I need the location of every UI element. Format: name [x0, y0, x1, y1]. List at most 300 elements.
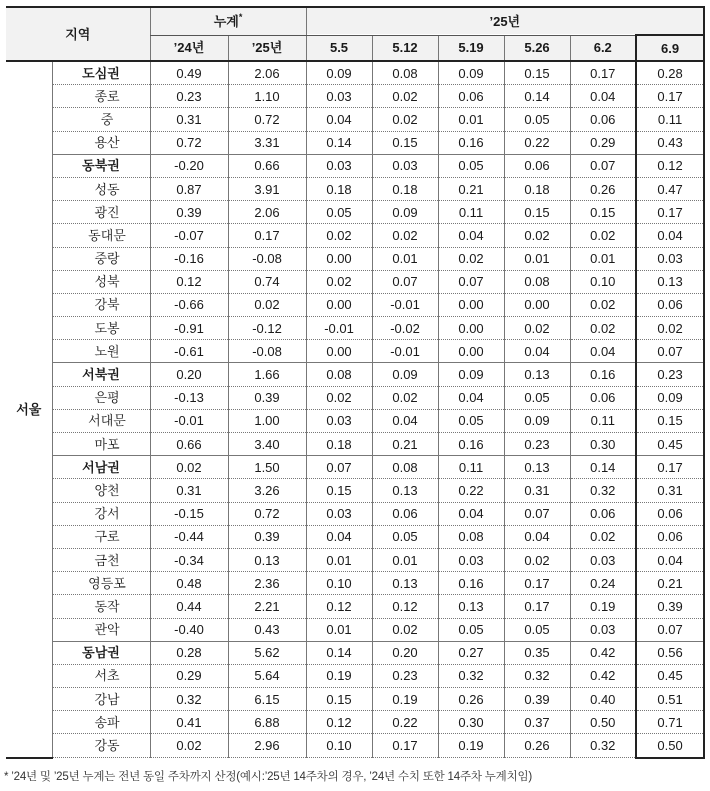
col-header-5-26: 5.26: [504, 35, 570, 61]
area-name: 서남권: [52, 456, 150, 479]
table-row: [6, 386, 704, 409]
region-header: 지역: [6, 7, 150, 61]
table-row: [6, 572, 704, 595]
table-row: [6, 711, 704, 734]
value-cell: 0.07: [504, 502, 570, 525]
district-name: 서대문: [52, 409, 150, 432]
value-cell: 0.17: [570, 61, 636, 85]
value-cell: 0.02: [570, 317, 636, 340]
district-name: 중: [52, 108, 150, 131]
value-cell: 0.15: [504, 201, 570, 224]
value-cell: 0.04: [438, 502, 504, 525]
value-cell: 0.04: [306, 108, 372, 131]
value-cell: 0.66: [150, 433, 228, 456]
value-cell: 0.45: [636, 433, 704, 456]
value-cell: 0.30: [438, 711, 504, 734]
value-cell: 0.14: [306, 641, 372, 664]
value-cell: 0.40: [570, 688, 636, 711]
value-cell: -0.01: [150, 409, 228, 432]
value-cell: 0.18: [504, 177, 570, 200]
footnote: * ’24년 및 ’25년 누계는 전년 동일 주차까지 산정(예시:’25년 14주차의 경우, ’24년 수치 또한 14주차 누계치임): [4, 771, 533, 783]
district-name: 동대문: [52, 224, 150, 247]
district-name: 노원: [52, 340, 150, 363]
value-cell: 0.39: [228, 525, 306, 548]
value-cell: 0.03: [636, 247, 704, 270]
table-row: [6, 85, 704, 108]
value-cell: 0.11: [636, 108, 704, 131]
value-cell: 0.02: [372, 224, 438, 247]
value-cell: 0.07: [372, 270, 438, 293]
value-cell: 0.28: [636, 61, 704, 85]
value-cell: 0.02: [372, 108, 438, 131]
value-cell: -0.08: [228, 247, 306, 270]
district-name: 종로: [52, 85, 150, 108]
value-cell: 0.17: [228, 224, 306, 247]
value-cell: 1.10: [228, 85, 306, 108]
value-cell: 0.29: [570, 131, 636, 154]
value-cell: 0.06: [570, 386, 636, 409]
value-cell: 0.18: [306, 177, 372, 200]
value-cell: 0.12: [372, 595, 438, 618]
value-cell: 0.15: [372, 131, 438, 154]
district-name: 성북: [52, 270, 150, 293]
value-cell: 0.17: [372, 734, 438, 758]
value-cell: 0.16: [438, 433, 504, 456]
value-cell: 0.02: [306, 386, 372, 409]
value-cell: 0.04: [636, 224, 704, 247]
value-cell: 0.03: [306, 502, 372, 525]
value-cell: 0.15: [306, 688, 372, 711]
value-cell: 0.21: [636, 572, 704, 595]
district-name: 송파: [52, 711, 150, 734]
district-name: 강북: [52, 293, 150, 316]
value-cell: 0.09: [438, 61, 504, 85]
table-row: [6, 317, 704, 340]
value-cell: 0.02: [150, 456, 228, 479]
value-cell: 3.31: [228, 131, 306, 154]
value-cell: 0.09: [372, 201, 438, 224]
value-cell: -0.61: [150, 340, 228, 363]
value-cell: 0.16: [438, 572, 504, 595]
table-row: [6, 479, 704, 502]
value-cell: 1.66: [228, 363, 306, 386]
value-cell: 0.07: [636, 618, 704, 641]
value-cell: -0.07: [150, 224, 228, 247]
value-cell: 0.13: [228, 548, 306, 571]
value-cell: 0.31: [150, 108, 228, 131]
district-name: 성동: [52, 177, 150, 200]
area-name: 도심권: [52, 61, 150, 85]
value-cell: 0.17: [504, 572, 570, 595]
value-cell: 0.14: [504, 85, 570, 108]
value-cell: 0.39: [504, 688, 570, 711]
value-cell: 0.03: [570, 618, 636, 641]
value-cell: 0.19: [372, 688, 438, 711]
area-name: 동북권: [52, 154, 150, 177]
value-cell: 0.05: [438, 409, 504, 432]
value-cell: 0.07: [438, 270, 504, 293]
value-cell: -0.02: [372, 317, 438, 340]
value-cell: 0.22: [504, 131, 570, 154]
value-cell: 0.06: [636, 525, 704, 548]
value-cell: 0.02: [306, 224, 372, 247]
value-cell: 0.87: [150, 177, 228, 200]
value-cell: 0.12: [306, 711, 372, 734]
value-cell: 0.03: [438, 548, 504, 571]
district-name: 구로: [52, 525, 150, 548]
value-cell: 0.02: [636, 317, 704, 340]
value-cell: 0.10: [570, 270, 636, 293]
value-cell: 0.09: [504, 409, 570, 432]
value-cell: 0.13: [636, 270, 704, 293]
value-cell: 0.13: [504, 363, 570, 386]
value-cell: 0.11: [438, 201, 504, 224]
table-row: [6, 201, 704, 224]
value-cell: -0.20: [150, 154, 228, 177]
value-cell: 0.32: [570, 734, 636, 758]
value-cell: 0.12: [306, 595, 372, 618]
table-row: [6, 502, 704, 525]
value-cell: 0.35: [504, 641, 570, 664]
value-cell: 0.23: [372, 664, 438, 687]
value-cell: 2.06: [228, 61, 306, 85]
value-cell: 2.21: [228, 595, 306, 618]
value-cell: 0.02: [150, 734, 228, 758]
value-cell: 0.29: [150, 664, 228, 687]
value-cell: 0.72: [228, 502, 306, 525]
value-cell: -0.13: [150, 386, 228, 409]
value-cell: 0.00: [306, 340, 372, 363]
col-header-5-5: 5.5: [306, 35, 372, 61]
value-cell: 0.13: [372, 572, 438, 595]
value-cell: 0.01: [372, 548, 438, 571]
value-cell: 0.06: [636, 293, 704, 316]
value-cell: 0.09: [372, 363, 438, 386]
value-cell: 0.22: [438, 479, 504, 502]
value-cell: 0.04: [372, 409, 438, 432]
table-row: [6, 247, 704, 270]
table-row: [6, 618, 704, 641]
table-body: [6, 61, 704, 758]
value-cell: 0.06: [570, 502, 636, 525]
value-cell: 0.05: [504, 386, 570, 409]
value-cell: 0.08: [306, 363, 372, 386]
value-cell: 2.06: [228, 201, 306, 224]
district-name: 용산: [52, 131, 150, 154]
table-row: [6, 525, 704, 548]
value-cell: 0.17: [636, 456, 704, 479]
value-cell: 0.15: [636, 409, 704, 432]
table-row: [6, 641, 704, 664]
value-cell: 0.07: [636, 340, 704, 363]
value-cell: 0.14: [306, 131, 372, 154]
value-cell: 6.15: [228, 688, 306, 711]
value-cell: 0.03: [306, 154, 372, 177]
table-row: [6, 61, 704, 85]
value-cell: 0.19: [438, 734, 504, 758]
value-cell: -0.01: [372, 340, 438, 363]
value-cell: 0.21: [438, 177, 504, 200]
table-row: [6, 363, 704, 386]
value-cell: 5.64: [228, 664, 306, 687]
value-cell: 0.26: [504, 734, 570, 758]
value-cell: 0.41: [150, 711, 228, 734]
year-2025-header: ’25년: [306, 7, 704, 35]
value-cell: 0.47: [636, 177, 704, 200]
value-cell: 0.04: [438, 386, 504, 409]
value-cell: 0.06: [504, 154, 570, 177]
value-cell: 0.09: [438, 363, 504, 386]
value-cell: 0.44: [150, 595, 228, 618]
value-cell: 0.04: [504, 340, 570, 363]
value-cell: 0.22: [372, 711, 438, 734]
value-cell: 0.04: [570, 340, 636, 363]
value-cell: 0.03: [372, 154, 438, 177]
value-cell: 0.07: [570, 154, 636, 177]
value-cell: 0.13: [372, 479, 438, 502]
district-name: 동작: [52, 595, 150, 618]
value-cell: 0.08: [372, 61, 438, 85]
value-cell: 0.09: [636, 386, 704, 409]
value-cell: 0.20: [150, 363, 228, 386]
value-cell: 0.02: [438, 247, 504, 270]
value-cell: 0.13: [504, 456, 570, 479]
table-row: [6, 131, 704, 154]
value-cell: 3.26: [228, 479, 306, 502]
value-cell: 0.31: [504, 479, 570, 502]
region-cell: 서울: [6, 61, 52, 758]
district-name: 광진: [52, 201, 150, 224]
value-cell: 1.50: [228, 456, 306, 479]
value-cell: 3.40: [228, 433, 306, 456]
value-cell: -0.15: [150, 502, 228, 525]
value-cell: 0.01: [438, 108, 504, 131]
value-cell: 0.02: [306, 270, 372, 293]
value-cell: 0.02: [228, 293, 306, 316]
value-cell: 0.04: [306, 525, 372, 548]
value-cell: 0.16: [570, 363, 636, 386]
table-row: [6, 688, 704, 711]
area-name: 서북권: [52, 363, 150, 386]
value-cell: 0.04: [570, 85, 636, 108]
value-cell: 0.45: [636, 664, 704, 687]
value-cell: 0.04: [438, 224, 504, 247]
district-name: 중랑: [52, 247, 150, 270]
value-cell: 0.05: [306, 201, 372, 224]
table-row: [6, 456, 704, 479]
value-cell: 0.27: [438, 641, 504, 664]
value-cell: 0.72: [228, 108, 306, 131]
value-cell: 0.08: [372, 456, 438, 479]
value-cell: 0.00: [504, 293, 570, 316]
value-cell: 0.00: [438, 293, 504, 316]
col-header-5-19: 5.19: [438, 35, 504, 61]
value-cell: 0.66: [228, 154, 306, 177]
value-cell: 0.12: [150, 270, 228, 293]
value-cell: 0.05: [438, 618, 504, 641]
value-cell: 0.07: [306, 456, 372, 479]
value-cell: -0.01: [372, 293, 438, 316]
value-cell: 0.02: [570, 224, 636, 247]
value-cell: 0.42: [570, 664, 636, 687]
value-cell: 0.43: [228, 618, 306, 641]
value-cell: -0.12: [228, 317, 306, 340]
value-cell: 0.71: [636, 711, 704, 734]
value-cell: 0.23: [150, 85, 228, 108]
value-cell: 0.03: [306, 409, 372, 432]
value-cell: -0.66: [150, 293, 228, 316]
col-header-6-9: 6.9: [636, 35, 704, 61]
value-cell: 0.30: [570, 433, 636, 456]
value-cell: 0.15: [504, 61, 570, 85]
value-cell: 0.04: [504, 525, 570, 548]
value-cell: -0.40: [150, 618, 228, 641]
value-cell: 2.96: [228, 734, 306, 758]
value-cell: 0.08: [504, 270, 570, 293]
value-cell: 0.49: [150, 61, 228, 85]
value-cell: 0.51: [636, 688, 704, 711]
price-table-container: [6, 6, 704, 759]
value-cell: 0.03: [570, 548, 636, 571]
value-cell: 0.02: [570, 525, 636, 548]
value-cell: 0.05: [438, 154, 504, 177]
value-cell: 0.15: [570, 201, 636, 224]
value-cell: 0.14: [570, 456, 636, 479]
value-cell: 0.05: [504, 108, 570, 131]
value-cell: 0.26: [438, 688, 504, 711]
value-cell: 0.11: [570, 409, 636, 432]
value-cell: 3.91: [228, 177, 306, 200]
table-row: [6, 734, 704, 758]
value-cell: 0.01: [570, 247, 636, 270]
value-cell: 0.19: [570, 595, 636, 618]
district-name: 금천: [52, 548, 150, 571]
value-cell: 0.00: [306, 293, 372, 316]
value-cell: -0.01: [306, 317, 372, 340]
value-cell: 0.06: [636, 502, 704, 525]
value-cell: 0.18: [306, 433, 372, 456]
value-cell: 0.43: [636, 131, 704, 154]
value-cell: -0.34: [150, 548, 228, 571]
value-cell: 0.31: [150, 479, 228, 502]
district-name: 서초: [52, 664, 150, 687]
value-cell: 0.12: [636, 154, 704, 177]
value-cell: 0.00: [306, 247, 372, 270]
value-cell: 0.17: [504, 595, 570, 618]
value-cell: 0.50: [570, 711, 636, 734]
value-cell: 0.16: [438, 131, 504, 154]
value-cell: 0.39: [150, 201, 228, 224]
value-cell: 0.37: [504, 711, 570, 734]
value-cell: 0.06: [438, 85, 504, 108]
value-cell: 0.23: [504, 433, 570, 456]
value-cell: 0.17: [636, 85, 704, 108]
value-cell: 0.02: [372, 85, 438, 108]
cumulative-footnote-mark: *: [238, 11, 243, 22]
value-cell: 0.01: [306, 548, 372, 571]
value-cell: 0.00: [438, 317, 504, 340]
value-cell: 0.42: [570, 641, 636, 664]
table-row: [6, 340, 704, 363]
value-cell: 0.01: [306, 618, 372, 641]
value-cell: 2.36: [228, 572, 306, 595]
table-row: [6, 293, 704, 316]
value-cell: 0.17: [636, 201, 704, 224]
value-cell: 0.20: [372, 641, 438, 664]
value-cell: 0.04: [636, 548, 704, 571]
table-row: [6, 224, 704, 247]
value-cell: 0.13: [438, 595, 504, 618]
value-cell: 0.05: [372, 525, 438, 548]
value-cell: 0.39: [228, 386, 306, 409]
value-cell: 0.01: [504, 247, 570, 270]
table-row: [6, 433, 704, 456]
col-header-2025: ’25년: [228, 35, 306, 61]
value-cell: 0.21: [372, 433, 438, 456]
value-cell: 0.10: [306, 572, 372, 595]
value-cell: 0.02: [570, 293, 636, 316]
value-cell: 0.02: [372, 618, 438, 641]
value-cell: 0.11: [438, 456, 504, 479]
value-cell: 0.39: [636, 595, 704, 618]
value-cell: 0.10: [306, 734, 372, 758]
value-cell: -0.08: [228, 340, 306, 363]
value-cell: 0.31: [636, 479, 704, 502]
district-name: 강서: [52, 502, 150, 525]
value-cell: 0.23: [636, 363, 704, 386]
value-cell: 0.06: [570, 108, 636, 131]
cumulative-label: 누계: [213, 13, 239, 29]
value-cell: 0.00: [438, 340, 504, 363]
value-cell: 0.32: [570, 479, 636, 502]
value-cell: 0.09: [306, 61, 372, 85]
col-header-5-12: 5.12: [372, 35, 438, 61]
value-cell: 0.32: [504, 664, 570, 687]
value-cell: -0.91: [150, 317, 228, 340]
table-row: [6, 595, 704, 618]
table-row: [6, 270, 704, 293]
value-cell: 0.72: [150, 131, 228, 154]
value-cell: 0.26: [570, 177, 636, 200]
weekly-price-change-table: [6, 6, 705, 759]
table-row: [6, 548, 704, 571]
value-cell: 0.05: [504, 618, 570, 641]
value-cell: -0.44: [150, 525, 228, 548]
table-row: [6, 409, 704, 432]
value-cell: 0.03: [306, 85, 372, 108]
district-name: 강남: [52, 688, 150, 711]
value-cell: 0.02: [504, 224, 570, 247]
district-name: 은평: [52, 386, 150, 409]
value-cell: 0.19: [306, 664, 372, 687]
value-cell: 0.06: [372, 502, 438, 525]
district-name: 영등포: [52, 572, 150, 595]
district-name: 관악: [52, 618, 150, 641]
district-name: 양천: [52, 479, 150, 502]
value-cell: 0.02: [504, 548, 570, 571]
cumulative-header: [150, 7, 306, 35]
value-cell: 0.48: [150, 572, 228, 595]
table-row: [6, 108, 704, 131]
value-cell: 5.62: [228, 641, 306, 664]
col-header-2024: ’24년: [150, 35, 228, 61]
table-row: [6, 664, 704, 687]
value-cell: -0.16: [150, 247, 228, 270]
value-cell: 0.02: [372, 386, 438, 409]
value-cell: 0.56: [636, 641, 704, 664]
value-cell: 6.88: [228, 711, 306, 734]
value-cell: 0.32: [438, 664, 504, 687]
